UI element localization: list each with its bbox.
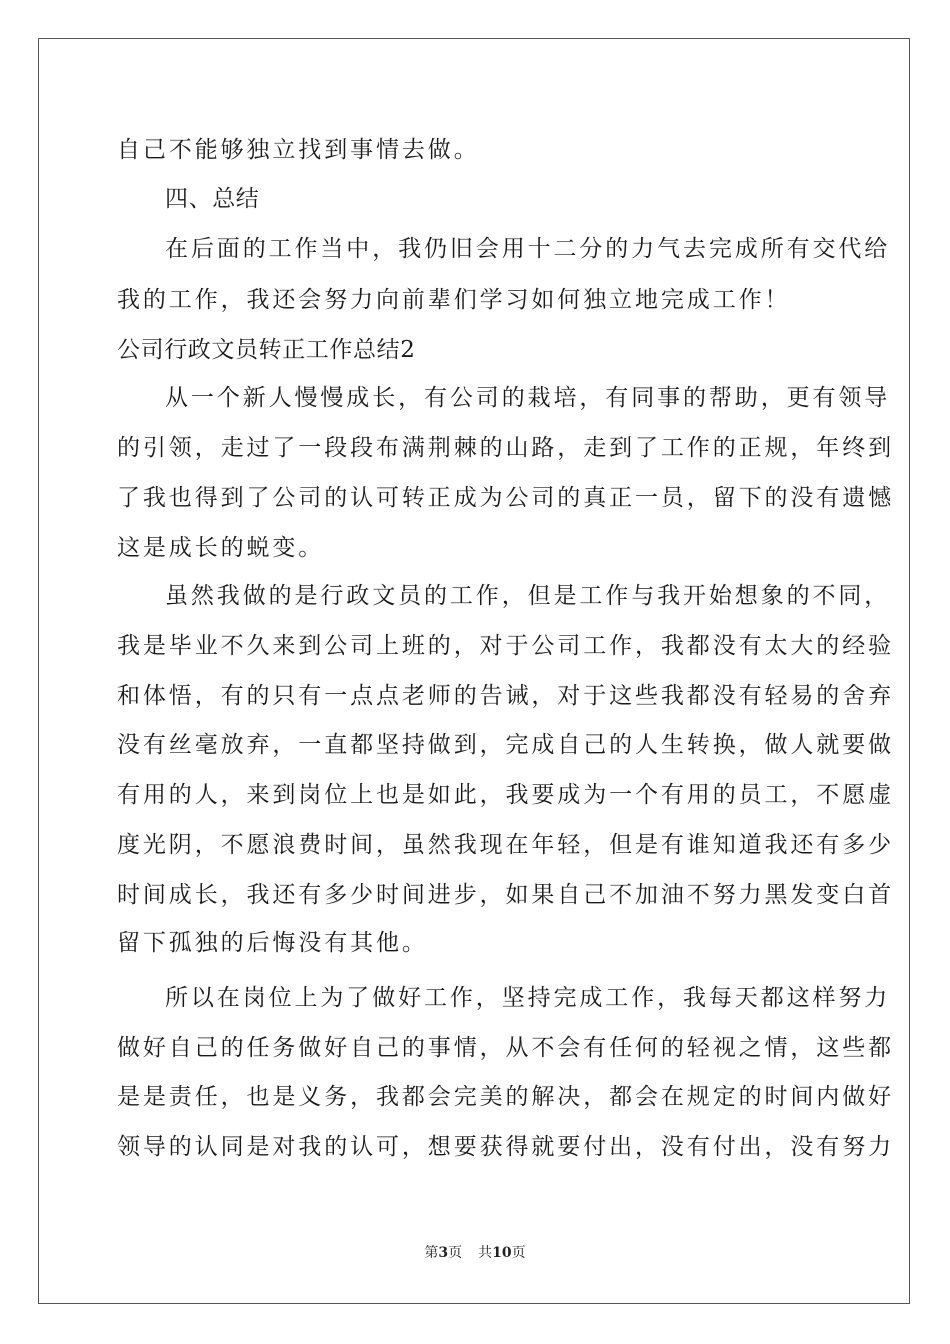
body-line: 领导的认同是对我的认可，想要获得就要付出，没有付出，没有努力	[117, 1134, 894, 1160]
article-title: 公司行政文员转正工作总结2	[117, 337, 416, 363]
body-line: 是是责任，也是义务，我都会完美的解决，都会在规定的时间内做好	[117, 1084, 894, 1110]
current-page-number: 3	[438, 1245, 449, 1261]
body-line: 所以在岗位上为了做好工作，坚持完成工作，我每天都这样努力	[165, 985, 891, 1011]
body-line: 和体悟，有的只有一点点老师的告诫，对于这些我都没有轻易的舍弃	[117, 683, 894, 709]
page-label-suffix: 页	[448, 1245, 463, 1261]
total-label-suffix: 页	[511, 1245, 526, 1261]
body-line: 这是成长的蜕变。	[117, 535, 325, 561]
total-label-prefix: 共	[478, 1245, 493, 1261]
body-line: 的引领，走过了一段段布满荆棘的山路，走到了工作的正规，年终到	[117, 435, 894, 461]
section-heading: 四、总结	[165, 186, 260, 212]
total-pages-number: 10	[492, 1245, 512, 1261]
body-line: 我的工作，我还会努力向前辈们学习如何独立地完成工作！	[117, 287, 791, 313]
body-line: 有用的人，来到岗位上也是如此，我要成为一个有用的员工，不愿虚	[117, 782, 894, 808]
body-line: 从一个新人慢慢成长，有公司的栽培，有同事的帮助，更有领导	[165, 385, 891, 411]
page-footer	[0, 1244, 950, 1262]
body-line: 留下孤独的后悔没有其他。	[117, 930, 428, 956]
page-border	[38, 38, 910, 1304]
body-line: 虽然我做的是行政文员的工作，但是工作与我开始想象的不同，	[165, 583, 891, 609]
body-line: 自己不能够独立找到事情去做。	[117, 137, 480, 163]
body-line: 没有丝毫放弃，一直都坚持做到，完成自己的人生转换，做人就要做	[117, 732, 894, 758]
body-line: 时间成长，我还有多少时间进步，如果自己不加油不努力黑发变白首	[117, 882, 894, 908]
body-line: 我是毕业不久来到公司上班的，对于公司工作，我都没有太大的经验	[117, 633, 894, 659]
body-line: 在后面的工作当中，我仍旧会用十二分的力气去完成所有交代给	[165, 236, 891, 262]
body-line: 度光阴，不愿浪费时间，虽然我现在年轻，但是有谁知道我还有多少	[117, 832, 894, 858]
body-line: 了我也得到了公司的认可转正成为公司的真正一员，留下的没有遗憾	[117, 485, 894, 511]
body-line: 做好自己的任务做好自己的事情，从不会有任何的轻视之情，这些都	[117, 1035, 894, 1061]
page-label-prefix: 第	[424, 1245, 439, 1261]
